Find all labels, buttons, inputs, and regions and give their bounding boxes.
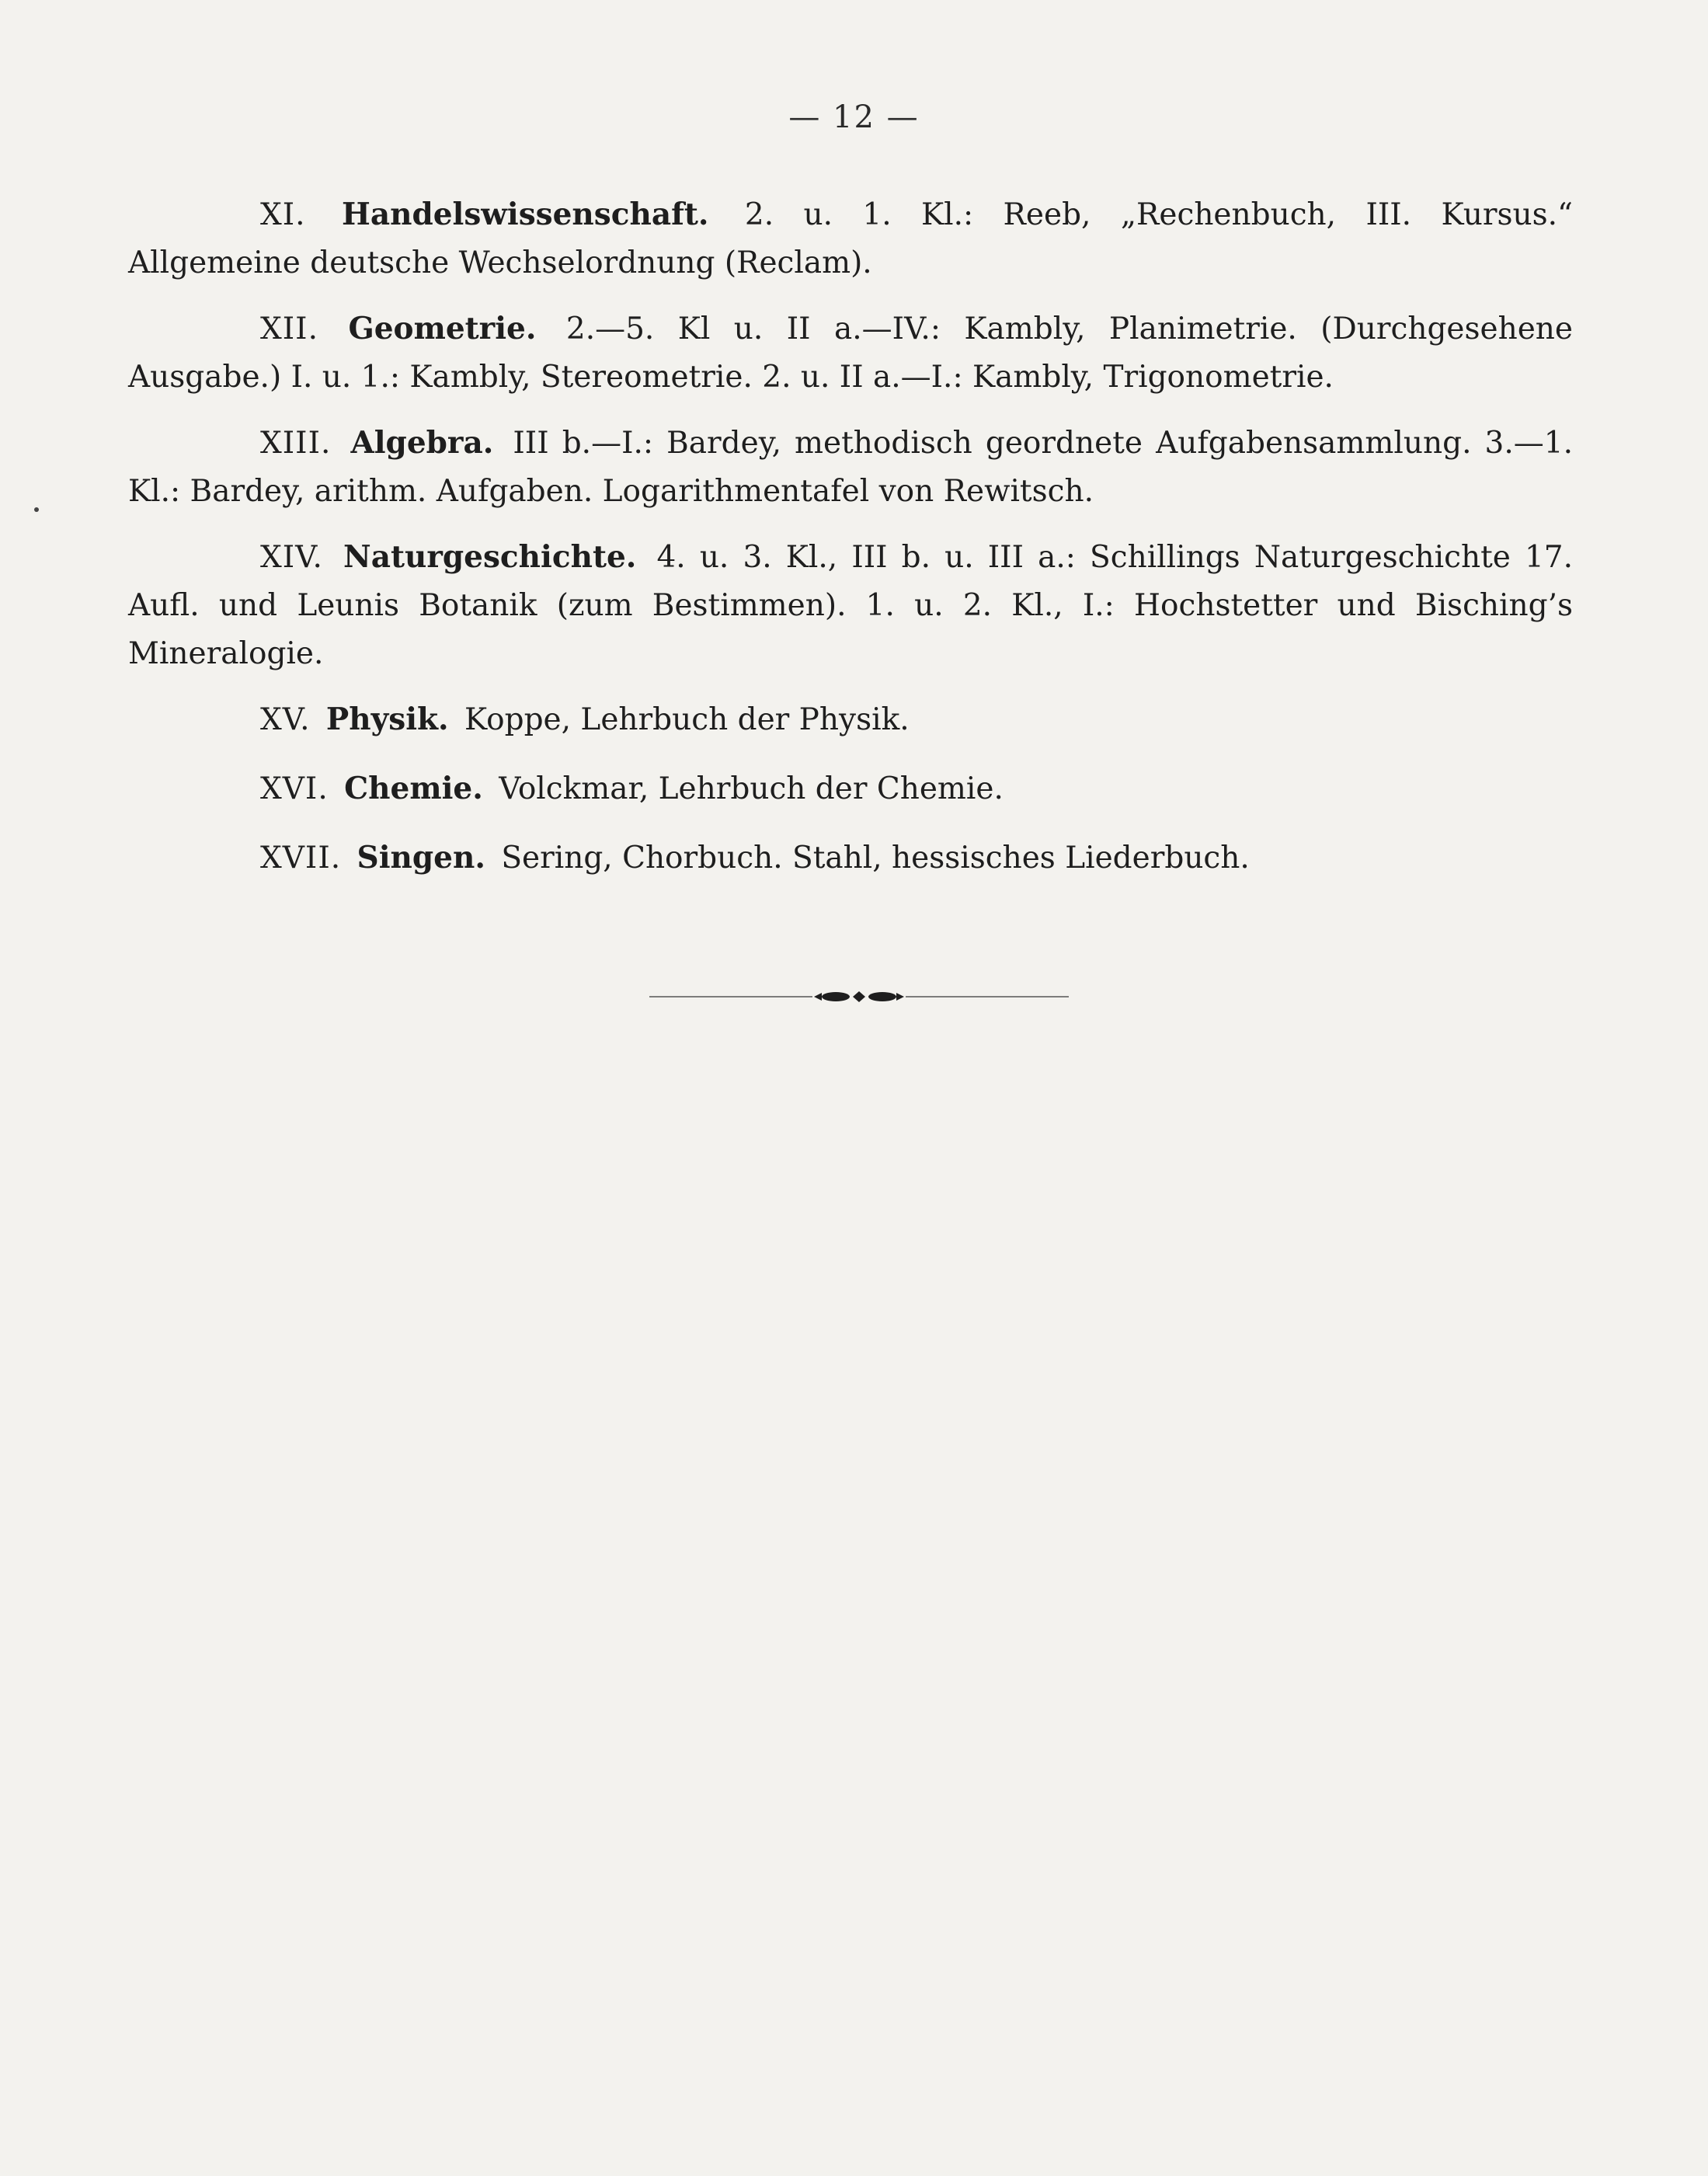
entry-numeral: XVII.: [260, 841, 342, 876]
entry-subject: Naturgeschichte.: [343, 539, 637, 575]
entry-physik: [128, 695, 1573, 744]
entry-naturgeschichte: [128, 533, 1573, 678]
entry-text: III b.—I.: Bardey, methodisch geordnete Aufgabensammlung. 3.—1. Kl.: Bardey, arithm. Aufgaben. Logarithmentafel von Rewitsch.: [128, 426, 1573, 509]
entry-text: Sering, Chorbuch. Stahl, hessisches Liederbuch.: [501, 841, 1250, 876]
entry-numeral: XI.: [260, 197, 306, 232]
entry-subject: Handelswissenschaft.: [341, 197, 709, 232]
page-number: — 12 —: [788, 99, 920, 135]
entry-subject: Geometrie.: [348, 311, 537, 346]
entry-singen: [128, 834, 1573, 883]
entry-text: 2.—5. Kl u. II a.—IV.: Kambly, Planimetrie. (Durchgesehene Ausgabe.) I. u. 1.: Kambly, Stereometrie. 2. u. II a.—I.: Kambly, Trigonometrie.: [128, 312, 1573, 395]
divider-ornament-icon: [649, 985, 1069, 1008]
entry-subject: Algebra.: [350, 425, 494, 461]
entry-text: 2. u. 1. Kl.: Reeb, „Rechenbuch, III. Kursus.“ Allgemeine deutsche Wechselordnung (Reclam).: [128, 197, 1573, 280]
entry-algebra: [128, 419, 1573, 516]
entry-text: Volckmar, Lehrbuch der Chemie.: [499, 771, 1004, 806]
entry-handelswissenschaft: [128, 190, 1573, 287]
entry-subject: Chemie.: [344, 771, 483, 806]
entry-subject: Physik.: [325, 702, 449, 737]
entry-numeral: XII.: [260, 312, 318, 346]
entry-text: 4. u. 3. Kl., III b. u. III a.: Schillings Naturgeschichte 17. Aufl. und Leunis Botanik (zum Bestimmen). 1. u. 2. Kl., I.: Hochstetter und Bisching’s Mineralogie.: [128, 540, 1573, 671]
booklist: [128, 190, 1573, 903]
entry-text: Koppe, Lehrbuch der Physik.: [464, 702, 910, 737]
entry-numeral: XIII.: [260, 426, 332, 461]
entry-chemie: [128, 764, 1573, 813]
entry-geometrie: [128, 305, 1573, 402]
entry-subject: Singen.: [357, 840, 485, 876]
entry-numeral: XVI.: [260, 771, 329, 806]
margin-speck: [34, 507, 39, 512]
entry-numeral: XV.: [260, 702, 311, 737]
entry-numeral: XIV.: [260, 540, 323, 575]
